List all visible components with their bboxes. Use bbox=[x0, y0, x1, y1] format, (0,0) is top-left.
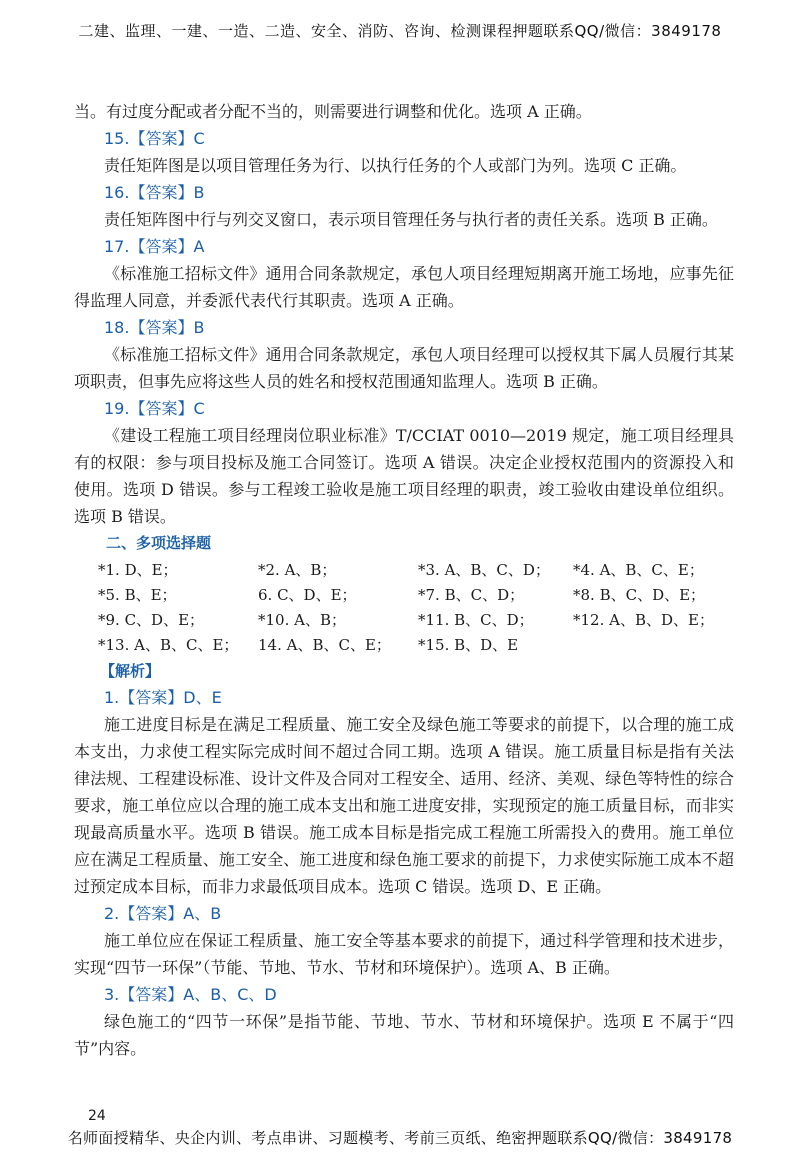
paragraph: 《标准施工招标文件》通用合同条款规定，承包人项目经理可以授权其下属人员履行其某项职责，但事先应将这些人员的姓名和授权范围通知监理人。选项 B 正确。 bbox=[74, 345, 734, 391]
answer-key-item: *4. A、B、C、E； bbox=[573, 561, 704, 579]
paragraph: 当。有过度分配或者分配不当的，则需要进行调整和优化。选项 A 正确。 bbox=[74, 102, 592, 121]
page-number: 24 bbox=[88, 1108, 106, 1124]
paragraph: 绿色施工的“四节一环保”是指节能、节地、节水、节材和环境保护。选项 E 不属于“四节”内容。 bbox=[74, 1012, 734, 1058]
answer-heading-m1: 1.【答案】D、E bbox=[104, 688, 222, 707]
answer-heading-18: 18.【答案】B bbox=[104, 318, 205, 337]
section-title: 二、多项选择题 bbox=[106, 534, 212, 552]
answer-key-item: *8. B、C、D、E； bbox=[573, 586, 706, 604]
paragraph: 责任矩阵图中行与列交叉窗口，表示项目管理任务与执行者的责任关系。选项 B 正确。 bbox=[104, 210, 718, 229]
answer-key-item: *10. A、B； bbox=[258, 611, 346, 629]
answer-heading-m2: 2.【答案】A、B bbox=[104, 904, 222, 923]
analysis-heading: 【解析】 bbox=[100, 662, 161, 680]
answer-key-item: *2. A、B； bbox=[258, 561, 337, 579]
paragraph: 施工进度目标是在满足工程质量、施工安全及绿色施工等要求的前提下，以合理的施工成本支出，力求使工程实际完成时间不超过合同工期。选项 A 错误。施工质量目标是指有关法律法规、工程建设标准、设计文件及合同对工程安全、适用、经济、美观、绿色等特性的综合要求，施工单位应以合理的施工成本支出和施工进度安排，实现预定的施工质量目标，而非实现最高质量水平。选项 B 错误。施工成本目标是指完成工程施工所需投入的费用。施工单位应在满足工程质量、施工安全、施工进度和绿色施工要求的前提下，力求使实际施工成本不超过预定成本目标，而非力求最低项目成本。选项 C 错误。选项 D、E 正确。 bbox=[74, 715, 734, 896]
page-footer: 名师面授精华、央企内训、考点串讲、习题模考、考前三页纸、绝密押题联系QQ/微信：3849178 bbox=[67, 1129, 733, 1147]
answer-key-item: 14. A、B、C、E； bbox=[258, 636, 391, 654]
answer-key-item: *5. B、E； bbox=[98, 586, 177, 604]
paragraph: 《标准施工招标文件》通用合同条款规定，承包人项目经理短期离开施工场地，应事先征得监理人同意，并委派代表代行其职责。选项 A 正确。 bbox=[74, 264, 734, 310]
answer-key-item: *15. B、D、E bbox=[418, 636, 519, 654]
answer-heading-m3: 3.【答案】A、B、C、D bbox=[104, 985, 277, 1004]
answer-key-item: *12. A、B、D、E； bbox=[573, 611, 714, 629]
answer-key-item: 6. C、D、E； bbox=[258, 586, 357, 604]
page-content bbox=[74, 98, 734, 1062]
answer-key-item: *13. A、B、C、E； bbox=[98, 636, 239, 654]
answer-key-item: *11. B、C、D； bbox=[418, 611, 534, 629]
answer-heading-15: 15.【答案】C bbox=[104, 129, 205, 148]
answer-key-grid bbox=[74, 558, 734, 658]
answer-heading-19: 19.【答案】C bbox=[104, 399, 205, 418]
answer-heading-17: 17.【答案】A bbox=[104, 237, 205, 256]
answer-key-item: *7. B、C、D； bbox=[418, 586, 525, 604]
answer-key-item: *3. A、B、C、D； bbox=[418, 561, 550, 579]
paragraph: 《建设工程施工项目经理岗位职业标准》T/CCIAT 0010—2019 规定，施工项目经理具有的权限：参与项目投标及施工合同签订。选项 A 错误。决定企业授权范围内的资源投入和使用。选项 D 错误。参与工程竣工验收是施工项目经理的职责，竣工验收由建设单位组织。选项 B 错误。 bbox=[74, 426, 734, 526]
paragraph: 施工单位应在保证工程质量、施工安全等基本要求的前提下，通过科学管理和技术进步，实现“四节一环保”（节能、节地、节水、节材和环境保护）。选项 A、B 正确。 bbox=[74, 931, 734, 977]
paragraph: 责任矩阵图是以项目管理任务为行、以执行任务的个人或部门为列。选项 C 正确。 bbox=[104, 156, 687, 175]
page-header: 二建、监理、一建、一造、二造、安全、消防、咨询、检测课程押题联系QQ/微信：3849178 bbox=[78, 22, 722, 40]
answer-key-item: *1. D、E； bbox=[98, 561, 178, 579]
answer-heading-16: 16.【答案】B bbox=[104, 183, 205, 202]
answer-key-item: *9. C、D、E； bbox=[98, 611, 205, 629]
